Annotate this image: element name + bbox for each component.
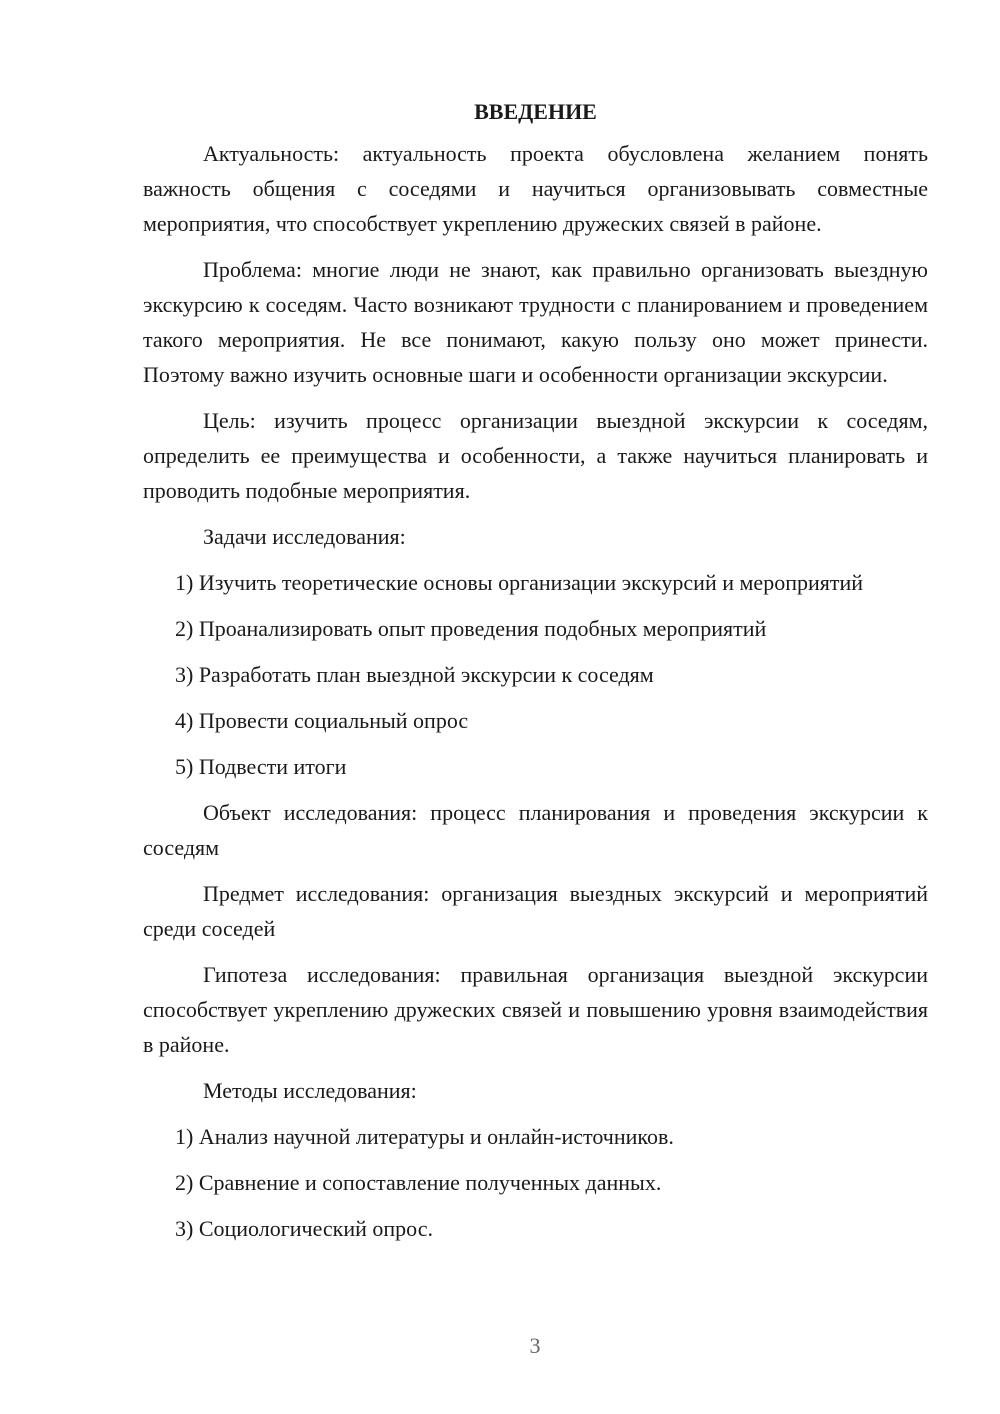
page-content <box>143 94 928 1257</box>
paragraph-subject: Предмет исследования: организация выездных экскурсий и мероприятий среди соседей <box>143 881 928 941</box>
task-item-2: 2) Проанализировать опыт проведения подобных мероприятий <box>175 616 767 641</box>
paragraph-object: Объект исследования: процесс планирования и проведения экскурсии к соседям <box>143 800 928 860</box>
paragraph-actuality: Актуальность: актуальность проекта обусловлена желанием понять важность общения с соседями и научиться организовывать совместные мероприятия, что способствует укреплению дружеских связей в районе. <box>143 141 928 236</box>
method-item-1: 1) Анализ научной литературы и онлайн-источников. <box>175 1124 674 1149</box>
method-item-3: 3) Социологический опрос. <box>175 1216 433 1241</box>
paragraph-problem: Проблема: многие люди не знают, как правильно организовать выездную экскурсию к соседям. Часто возникают трудности с планированием и проведением такого мероприятия. Не все понимают, какую пользу оно может принести. Поэтому важно изучить основные шаги и особенности организации экскурсии. <box>143 257 928 387</box>
methods-label: Методы исследования: <box>203 1078 417 1103</box>
task-item-5: 5) Подвести итоги <box>175 754 347 779</box>
page-number: 3 <box>529 1333 541 1358</box>
paragraph-goal: Цель: изучить процесс организации выездной экскурсии к соседям, определить ее преимущества и особенности, а также научиться планировать и проводить подобные мероприятия. <box>143 408 928 503</box>
task-item-4: 4) Провести социальный опрос <box>175 708 469 733</box>
task-item-1: 1) Изучить теоретические основы организации экскурсий и мероприятий <box>175 570 864 595</box>
page-title: ВВЕДЕНИЕ <box>474 99 597 124</box>
method-item-2: 2) Сравнение и сопоставление полученных данных. <box>175 1170 662 1195</box>
paragraph-hypothesis: Гипотеза исследования: правильная организация выездной экскурсии способствует укреплению дружеских связей и повышению уровня взаимодействия в районе. <box>143 962 928 1057</box>
task-item-3: 3) Разработать план выездной экскурсии к соседям <box>175 662 654 687</box>
tasks-label: Задачи исследования: <box>203 524 406 549</box>
